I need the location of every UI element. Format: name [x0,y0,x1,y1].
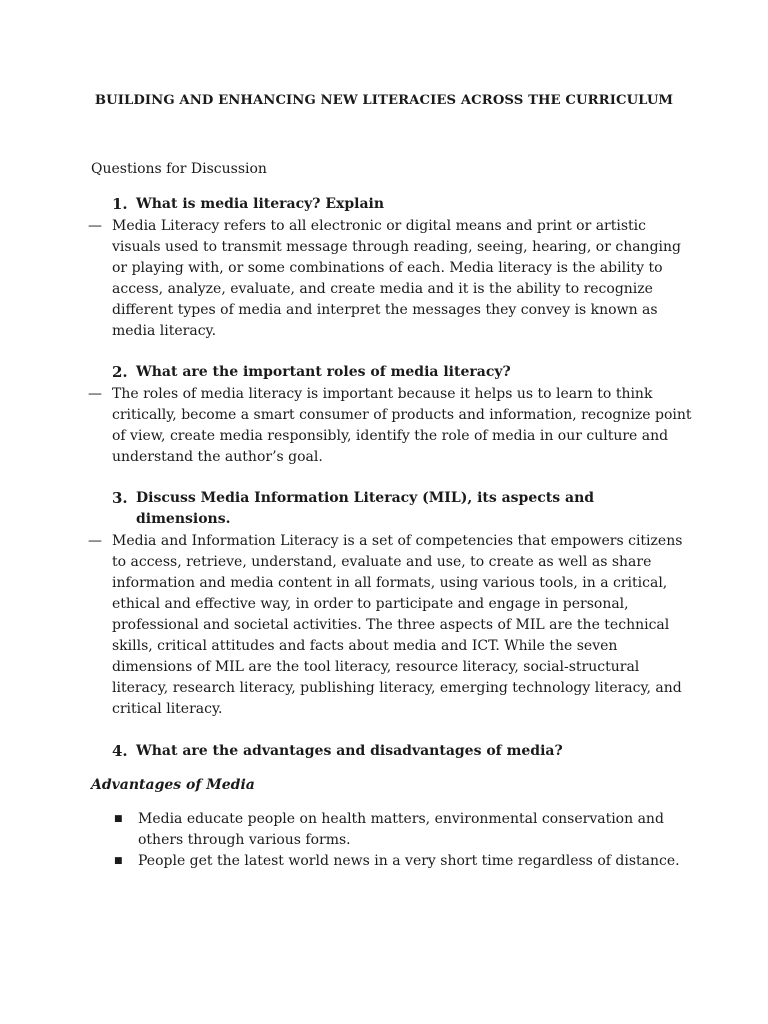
answer-dash: — [88,386,102,402]
advantage-item-text: People get the latest world news in a very short time regardless of distance. [138,853,680,869]
answer-dash: — [88,218,102,234]
question-2-heading [112,362,692,383]
question-1-answer-text: Media Literacy refers to all electronic or digital means and print or artistic visuals used to transmit message through reading, seeing, hearing, or changing or playing with, or some combinations of each. Media literacy is the ability to access, analyze, evaluate, and create media and it is the ability to recognize different types of media and interpret the messages they convey is known as media literacy. [112,218,681,339]
bullet-square-icon: ■ [114,814,123,824]
question-3-text: Discuss Media Information Literacy (MIL), its aspects and dimensions. [136,490,595,527]
question-1-answer [88,216,692,342]
advantage-item-text: Media educate people on health matters, environmental conservation and others through various forms. [138,811,664,848]
question-3-answer-text: Media and Information Literacy is a set of competencies that empowers citizens to access, retrieve, understand, evaluate and use, to create as well as share information and media content in all formats, using various tools, in a critical, ethical and effective way, in order to participate and engage in personal, professional and societal activities. The three aspects of MIL are the technical skills, critical attitudes and facts about media and ICT. While the seven dimensions of MIL are the tool literacy, resource literacy, social-structural literacy, research literacy, publishing literacy, emerging technology literacy, and critical literacy. [112,533,683,717]
bullet-square-icon: ■ [114,856,123,866]
advantages-heading: Advantages of Media [91,777,255,793]
question-1-heading [112,194,692,215]
question-1-text: What is media literacy? Explain [136,196,385,212]
question-4-heading [112,741,692,762]
list-item [112,851,692,872]
question-1-block [88,194,692,342]
question-2-block [88,362,692,468]
question-2-number: 2. [112,363,128,381]
question-3-answer [88,531,692,720]
list-item [112,809,692,851]
question-3-heading [112,488,692,530]
answer-dash: — [88,533,102,549]
question-1-number: 1. [112,195,128,213]
question-3-block [88,488,692,720]
document-title: BUILDING AND ENHANCING NEW LITERACIES ACROSS THE CURRICULUM [94,93,674,108]
question-3-number: 3. [112,489,128,507]
question-4-text: What are the advantages and disadvantages of media? [136,743,563,759]
section-intro: Questions for Discussion [91,161,267,177]
question-4-block [112,741,692,762]
question-4-number: 4. [112,742,128,760]
question-2-answer [88,384,692,468]
question-2-text: What are the important roles of media literacy? [136,364,511,380]
question-2-answer-text: The roles of media literacy is important because it helps us to learn to think critically, become a smart consumer of products and information, recognize point of view, create media responsibly, identify the role of media in our culture and understand the author’s goal. [112,386,692,465]
advantages-list [112,809,692,872]
